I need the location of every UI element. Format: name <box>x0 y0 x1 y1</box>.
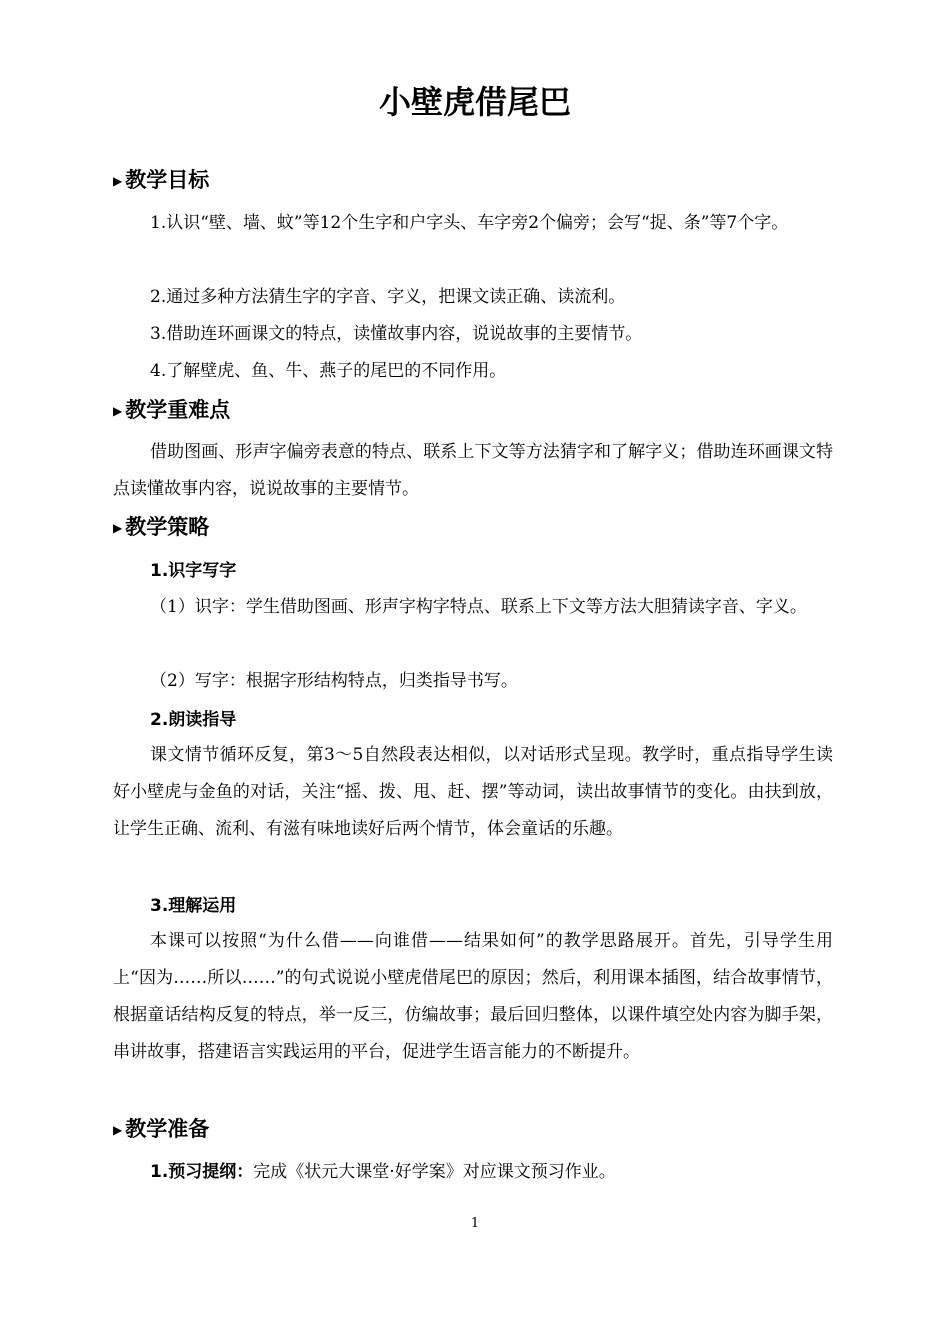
section-heading-goals-label: 教学目标 <box>125 168 210 192</box>
key-points-text: 借助图画、形声字偏旁表意的特点、联系上下文等方法猜字和了解字义；借助连环画课文特点读懂故事内容，说说故事的主要情节。 <box>113 442 833 499</box>
section-heading-key-points <box>113 396 230 427</box>
strategy-application-text: 本课可以按照“为什么借——向谁借——结果如何”的教学思路展开。首先，引导学生用上“因为……所以……”的句式说说小壁虎借尾巴的原因；然后，利用课本插图，结合故事情节，根据童话结构反复的特点，举一反三，仿编故事；最后回归整体，以课件填空处内容为脚手架，串讲故事，搭建语言实践运用的平台，促进学生语言能力的不断提升。 <box>113 931 833 1062</box>
strategy-reading-text: 课文情节循环反复，第3～5自然段表达相似，以对话形式呈现。教学时，重点指导学生读好小壁虎与金鱼的对话，关注“摇、拨、甩、赶、摆”等动词，读出故事情节的变化。由扶到放，让学生正确、流利、有滋有味地读好后两个情节，体会童话的乐趣。 <box>113 745 833 839</box>
strategy-subheading-3: 3.理解运用 <box>150 896 237 916</box>
triangle-bullet-icon: ▶ <box>113 521 123 535</box>
strategy-writing-text: （2）写字：根据字形结构特点，归类指导书写。 <box>150 671 518 691</box>
triangle-bullet-icon: ▶ <box>113 174 123 188</box>
page-number: 1 <box>470 1216 480 1231</box>
section-heading-preparation <box>113 1115 209 1146</box>
strategy-subheading-2: 2.朗读指导 <box>150 710 237 730</box>
document-title: 小壁虎借尾巴 <box>378 83 571 121</box>
section-heading-key-points-label: 教学重难点 <box>125 398 231 422</box>
goal-item-2: 2.通过多种方法猜生字的字音、字义，把课文读正确、读流利。 <box>150 287 626 307</box>
preparation-item-1-text: 完成《状元大课堂·好学案》对应课文预习作业。 <box>253 1162 616 1182</box>
goal-item-4: 4.了解壁虎、鱼、牛、燕子的尾巴的不同作用。 <box>150 361 507 381</box>
strategy-literacy-text: （1）识字：学生借助图画、形声字构字特点、联系上下文等方法大胆猜读字音、字义。 <box>150 597 807 617</box>
goal-item-3: 3.借助连环画课文的特点，读懂故事内容，说说故事的主要情节。 <box>150 324 643 344</box>
goal-item-1: 1.认识“壁、墙、蚊”等12个生字和户字头、车字旁2个偏旁；会写“捉、条”等7个字。 <box>150 213 789 233</box>
triangle-bullet-icon: ▶ <box>113 1123 123 1137</box>
triangle-bullet-icon: ▶ <box>113 404 123 418</box>
section-heading-preparation-label: 教学准备 <box>125 1117 210 1141</box>
preparation-item-1 <box>113 1154 833 1191</box>
preparation-item-1-label: 1.预习提纲： <box>150 1162 254 1182</box>
strategy-subheading-1: 1.识字写字 <box>150 561 237 581</box>
section-heading-strategy <box>113 513 209 544</box>
section-heading-goals <box>113 166 209 197</box>
section-heading-strategy-label: 教学策略 <box>125 515 210 539</box>
